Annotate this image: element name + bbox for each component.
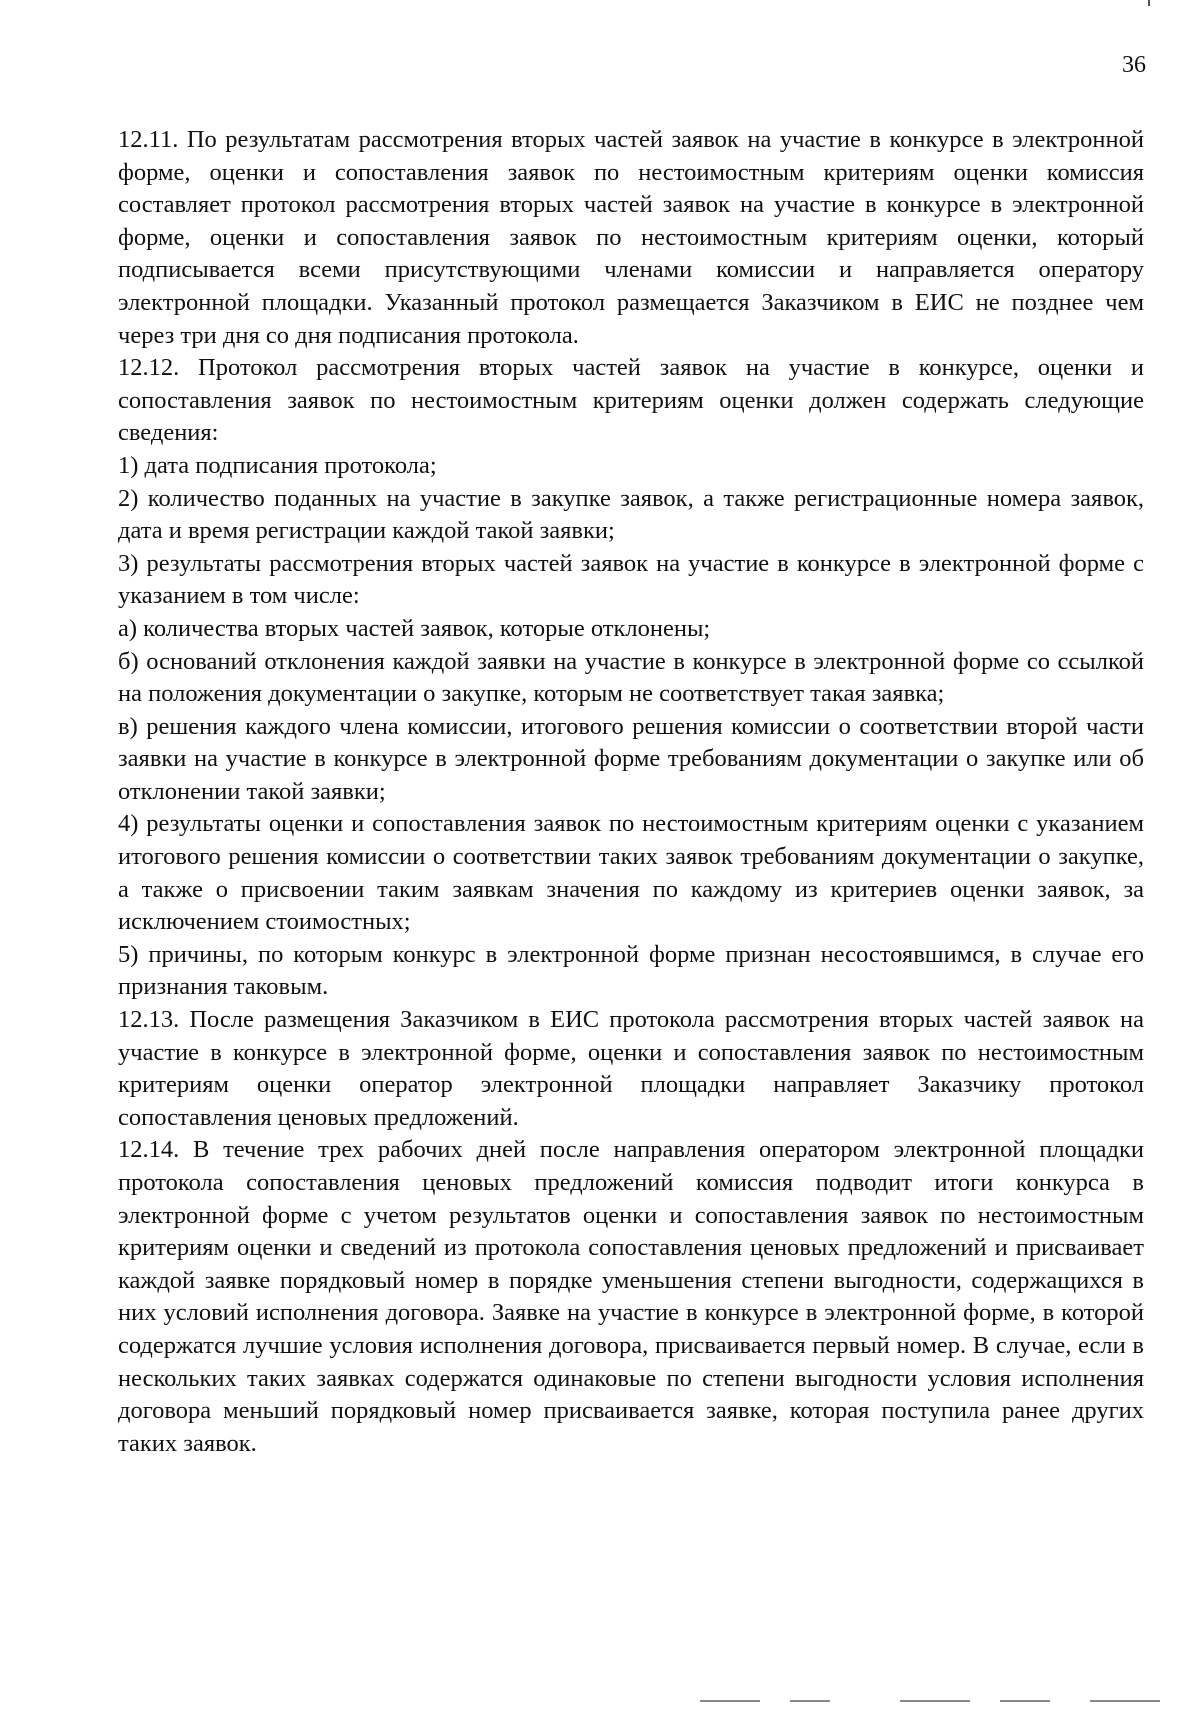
page-number: 36 (1122, 52, 1146, 78)
paragraph-12-13: 12.13. После размещения Заказчиком в ЕИС протокола рассмотрения вторых частей заявок на участие в конкурсе в электронной форме, оценки и сопоставления заявок по нестоимостным критериям оценки оператор электронной площадки направляет Заказчику протокол сопоставления ценовых предложений. (118, 1006, 1144, 1131)
scan-bottom-artifacts (700, 1700, 1180, 1703)
list-item-4: 4) результаты оценки и сопоставления заявок по нестоимостным критериям оценки с указанием итогового решения комиссии о соответствии таких заявок требованиям документации о закупке, а также о присвоении таким заявкам значения по каждому из критериев оценки заявок, за исключением стоимостных; (118, 810, 1144, 936)
scan-edge-mark (1148, 0, 1150, 6)
list-item-1: 1) дата подписания протокола; (118, 451, 437, 479)
list-item-3a: а) количества вторых частей заявок, которые отклонены; (118, 614, 711, 642)
list-item-3c: в) решения каждого члена комиссии, итогового решения комиссии о соответствии второй части заявки на участие в конкурсе в электронной форме требованиям документации о закупке или об отклонении такой заявки; (118, 712, 1144, 805)
paragraph-12-11: 12.11. По результатам рассмотрения вторых частей заявок на участие в конкурсе в электронной форме, оценки и сопоставления заявок по нестоимостным критериям оценки комиссия составляет протокол рассмотрения вторых частей заявок на участие в конкурсе в электронной форме, оценки и сопоставления заявок по нестоимостным критериям оценки, который подписывается всеми присутствующими членами комиссии и направляется оператору электронной площадки. Указанный протокол размещается Заказчиком в ЕИС не позднее чем через три дня со дня подписания протокола. (118, 126, 1144, 349)
document-body (118, 124, 1144, 1460)
list-item-3: 3) результаты рассмотрения вторых частей заявок на участие в конкурсе в электронной форме с указанием в том числе: (118, 549, 1144, 610)
list-item-2: 2) количество поданных на участие в закупке заявок, а также регистрационные номера заявок, дата и время регистрации каждой такой заявки; (118, 484, 1144, 545)
list-item-3b: б) оснований отклонения каждой заявки на участие в конкурсе в электронной форме со ссылкой на положения документации о закупке, которым не соответствует такая заявка; (118, 647, 1144, 708)
list-item-5: 5) причины, по которым конкурс в электронной форме признан несостоявшимся, в случае его признания таковым. (118, 940, 1144, 1001)
paragraph-12-14: 12.14. В течение трех рабочих дней после направления оператором электронной площадки протокола сопоставления ценовых предложений комиссия подводит итоги конкурса в электронной форме с учетом результатов оценки и сопоставления заявок по нестоимостным критериям оценки и сведений из протокола сопоставления ценовых предложений и присваивает каждой заявке порядковый номер в порядке уменьшения степени выгодности, содержащихся в них условий исполнения договора. Заявке на участие в конкурсе в электронной форме, в которой содержатся лучшие условия исполнения договора, присваивается первый номер. В случае, если в нескольких таких заявках содержатся одинаковые по степени выгодности условия исполнения договора меньший порядковый номер присваивается заявке, которая поступила ранее других таких заявок. (118, 1136, 1144, 1457)
paragraph-12-12: 12.12. Протокол рассмотрения вторых частей заявок на участие в конкурсе, оценки и сопоставления заявок по нестоимостным критериям оценки должен содержать следующие сведения: (118, 354, 1144, 447)
